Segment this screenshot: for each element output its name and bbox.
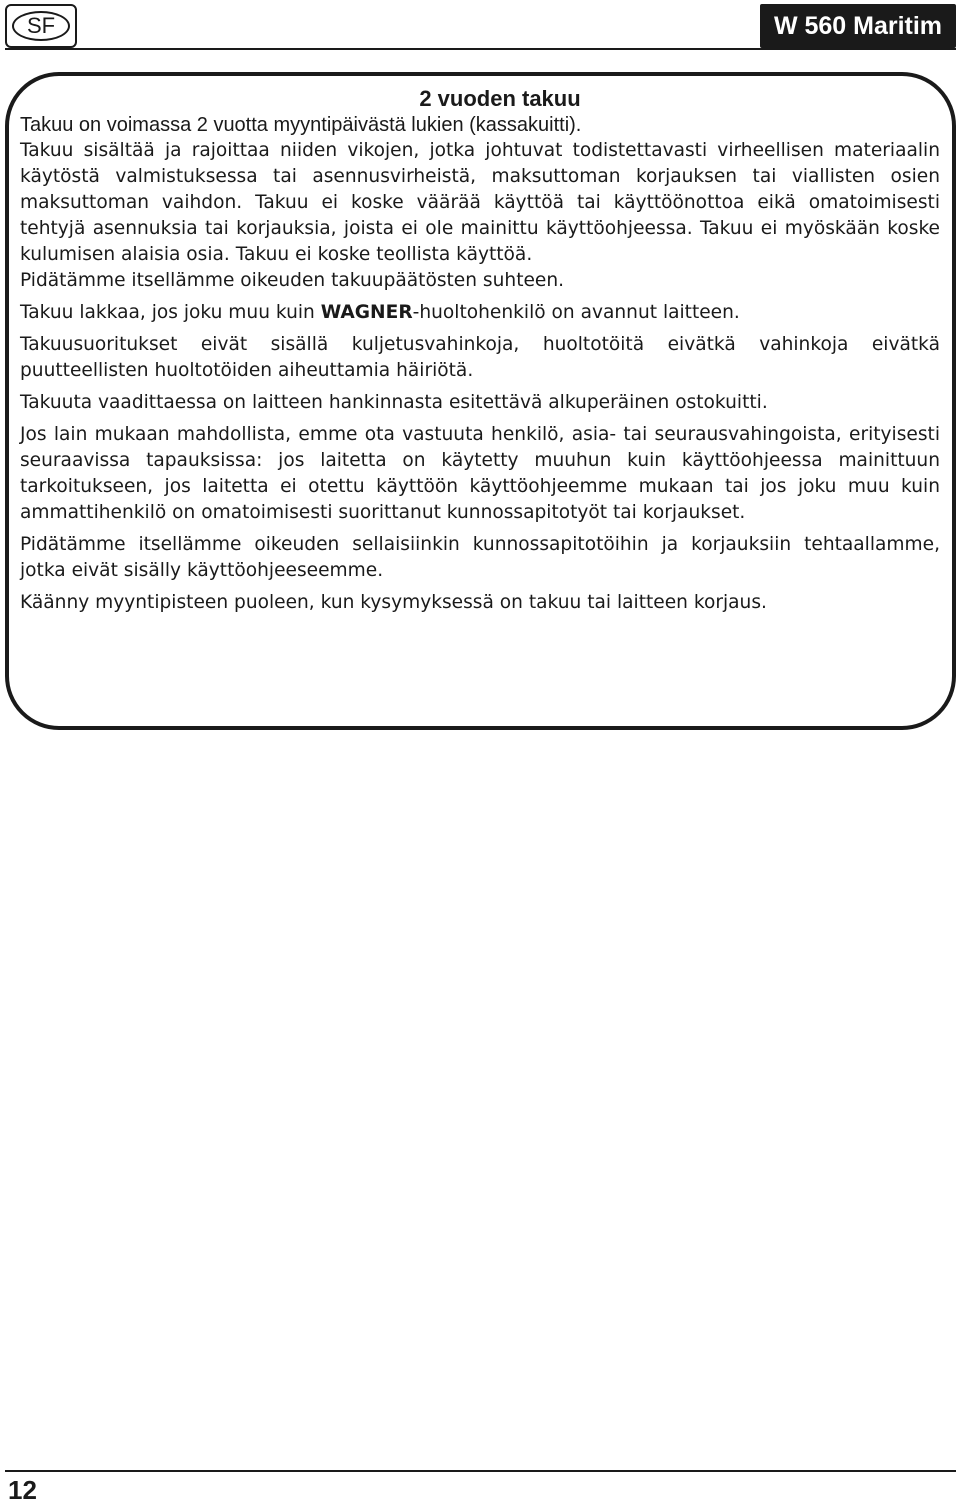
page-header xyxy=(0,0,960,52)
warranty-paragraph-contact: Käänny myyntipisteen puoleen, kun kysymyksessä on takuu tai laitteen korjaus. xyxy=(20,592,767,613)
footer-divider xyxy=(5,1470,956,1472)
section-title: 2 vuoden takuu xyxy=(419,86,581,111)
void-text-before: Takuu lakkaa, jos joku muu kuin xyxy=(20,302,321,323)
warranty-paragraph-liability: Jos lain mukaan mahdollista, emme ota vastuuta henkilö, asia- tai seurausvahingoista, erityisesti seuraavissa tapauksissa: jos laitetta on käytetty muuhun kuin käyttöohjeessa mainittuun tarkoitukseen, jos laitetta ei otettu käyttöön käyttöohjeemme mukaan tai jos joku muu kuin ammattihenkilö on omatoimisesti suorittanut kunnossapitotyöt tai korjaukset. xyxy=(20,424,940,523)
brand-name: WAGNER xyxy=(320,302,413,323)
warranty-paragraph-coverage: Takuu sisältää ja rajoittaa niiden vikojen, jotka johtuvat todistettavasti virheellisen materiaalin käytöstä valmistuksessa tai asennusvirheistä, maksuttoman korjauksen tai viallisten osien maksuttoman vaihdon. Takuu ei koske väärää käyttöä tai käyttöönottoa eikä omatoimisesti tehtyjä asennuksia tai korjauksia, joista ei ole mainittu käyttöohjeessa. Takuu ei myöskään koske kulumisen alaisia osia. Takuu ei koske teollista käyttöä. xyxy=(20,140,940,265)
warranty-paragraph-void xyxy=(20,300,940,326)
warranty-paragraph-validity: Takuu on voimassa 2 vuotta myyntipäivästä lukien (kassakuitti). xyxy=(20,114,582,136)
warranty-paragraph-factory-service: Pidätämme itsellämme oikeuden sellaisiinkin kunnossapitotöihin ja korjauksiin tehtaallamme, jotka eivät sisälly käyttöohjeeseemme. xyxy=(20,534,940,581)
language-code: SF xyxy=(12,11,70,41)
warranty-paragraph-receipt: Takuuta vaadittaessa on laitteen hankinnasta esitettävä alkuperäinen ostokuitti. xyxy=(20,392,768,413)
warranty-paragraph-exclusions: Takuusuoritukset eivät sisällä kuljetusvahinkoja, huoltotöitä eivätkä vahinkoja eivätkä puutteellisten huoltotöiden aiheuttamia häiriötä. xyxy=(20,334,940,381)
language-badge xyxy=(5,4,77,48)
warranty-section xyxy=(20,84,940,622)
warranty-paragraph-reservation: Pidätämme itsellämme oikeuden takuupäätösten suhteen. xyxy=(20,270,565,291)
header-divider xyxy=(5,48,956,50)
void-text-after: -huoltohenkilö on avannut laitteen. xyxy=(412,302,740,323)
model-title: W 560 Maritim xyxy=(760,4,956,48)
page-number: 12 xyxy=(8,1475,37,1505)
